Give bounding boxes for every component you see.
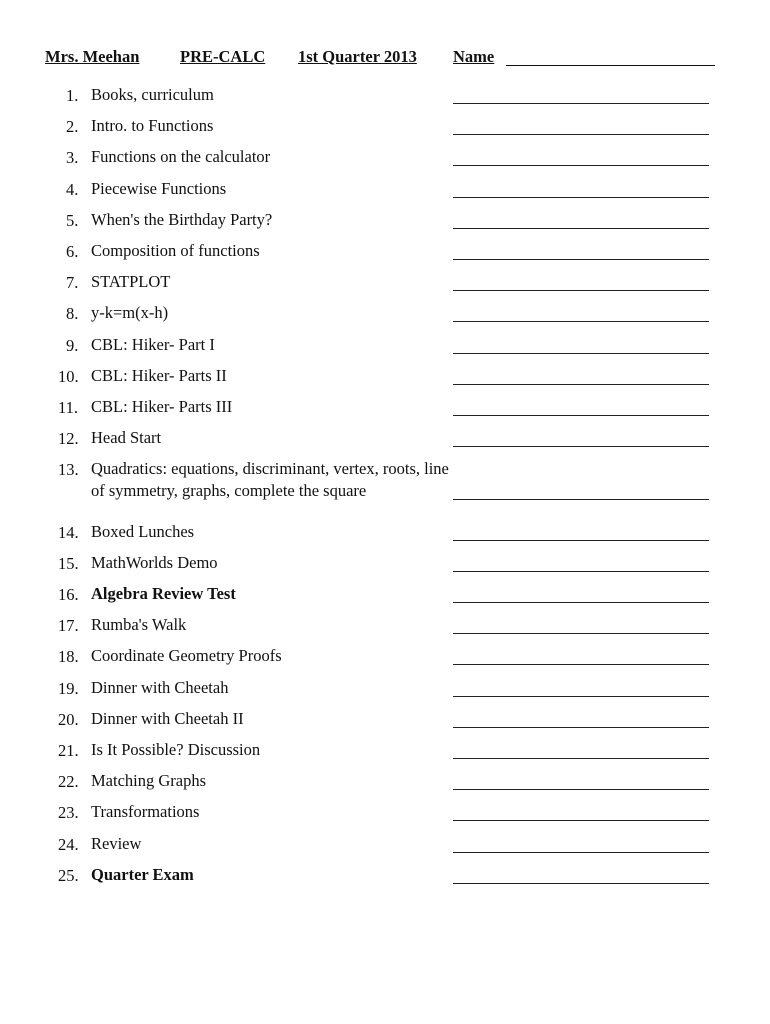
- item-title: Is It Possible? Discussion: [91, 740, 261, 759]
- item-number: 4.: [66, 179, 79, 199]
- answer-line[interactable]: [453, 820, 709, 821]
- item-number: 6.: [66, 242, 79, 261]
- name-label: Name: [453, 47, 495, 66]
- item-title: y-k=m(x-h): [91, 303, 169, 323]
- answer-line[interactable]: [453, 540, 709, 541]
- course-name: PRE-CALC: [180, 47, 266, 66]
- item-number: 10.: [58, 366, 79, 386]
- item-number: 22.: [58, 772, 79, 792]
- item-number: 9.: [66, 335, 79, 355]
- item-number: 23.: [58, 803, 79, 823]
- item-number: 17.: [58, 616, 79, 636]
- answer-line[interactable]: [453, 633, 709, 634]
- answer-line[interactable]: [453, 602, 709, 603]
- item-title: Quadratics: equations, discriminant, vertex, roots, line of symmetry, graphs, complete the square: [91, 459, 449, 501]
- answer-line[interactable]: [453, 727, 709, 728]
- item-title: Review: [91, 833, 142, 853]
- answer-line[interactable]: [453, 353, 709, 354]
- item-title: CBL: Hiker- Part I: [91, 334, 215, 354]
- item-title: Boxed Lunches: [91, 521, 195, 541]
- item-number: 21.: [58, 741, 79, 760]
- answer-line[interactable]: [453, 883, 709, 884]
- item-number: 1.: [66, 86, 79, 105]
- item-title: Piecewise Functions: [91, 178, 227, 198]
- item-title: CBL: Hiker- Parts II: [91, 365, 227, 385]
- answer-line[interactable]: [453, 165, 709, 166]
- item-title: Rumba's Walk: [91, 615, 187, 635]
- item-number: 18.: [58, 647, 79, 667]
- item-title: Functions on the calculator: [91, 147, 271, 167]
- answer-line[interactable]: [453, 664, 709, 665]
- item-number: 12.: [58, 429, 79, 449]
- item-title: Intro. to Functions: [91, 116, 214, 136]
- answer-line[interactable]: [453, 103, 709, 104]
- item-title: Composition of functions: [91, 241, 260, 260]
- answer-line[interactable]: [453, 789, 709, 790]
- answer-line[interactable]: [453, 384, 709, 385]
- item-title: When's the Birthday Party?: [91, 209, 273, 229]
- teacher-name: Mrs. Meehan: [45, 47, 140, 66]
- answer-line[interactable]: [453, 197, 709, 198]
- item-number: 13.: [58, 460, 79, 480]
- answer-line[interactable]: [453, 415, 709, 416]
- item-number: 24.: [58, 834, 79, 854]
- item-number: 7.: [66, 273, 79, 293]
- item-number: 16.: [58, 585, 79, 604]
- item-title: Matching Graphs: [91, 771, 207, 791]
- item-title: Dinner with Cheetah II: [91, 708, 244, 728]
- answer-line[interactable]: [453, 758, 709, 759]
- answer-line[interactable]: [453, 228, 709, 229]
- item-title: Transformations: [91, 802, 200, 822]
- sheet-header: [45, 47, 715, 69]
- answer-line[interactable]: [453, 446, 709, 447]
- quarter-label: 1st Quarter 2013: [298, 47, 417, 66]
- answer-line[interactable]: [453, 290, 709, 291]
- item-number: 2.: [66, 117, 79, 137]
- item-title: Head Start: [91, 428, 162, 448]
- name-field-line[interactable]: [506, 65, 715, 66]
- answer-line[interactable]: [453, 259, 709, 260]
- item-number: 14.: [58, 522, 79, 542]
- item-title: Algebra Review Test: [91, 584, 236, 603]
- answer-line[interactable]: [453, 134, 709, 135]
- item-title: MathWorlds Demo: [91, 552, 218, 572]
- answer-line[interactable]: [453, 696, 709, 697]
- item-title: Dinner with Cheetah: [91, 677, 229, 697]
- item-title: STATPLOT: [91, 272, 171, 292]
- answer-line[interactable]: [453, 571, 709, 572]
- item-number: 19.: [58, 678, 79, 698]
- item-number: 25.: [58, 865, 79, 885]
- item-number: 11.: [58, 398, 79, 417]
- item-number: 8.: [66, 304, 79, 324]
- item-title: Coordinate Geometry Proofs: [91, 646, 282, 666]
- item-number: 5.: [66, 210, 79, 230]
- item-title: Quarter Exam: [91, 864, 194, 884]
- answer-line[interactable]: [453, 321, 709, 322]
- item-title: CBL: Hiker- Parts III: [91, 397, 233, 416]
- item-number: 15.: [58, 553, 79, 573]
- item-title: Books, curriculum: [91, 85, 214, 104]
- answer-line[interactable]: [453, 499, 709, 500]
- item-number: 20.: [58, 709, 79, 729]
- item-number: 3.: [66, 148, 79, 168]
- answer-line[interactable]: [453, 852, 709, 853]
